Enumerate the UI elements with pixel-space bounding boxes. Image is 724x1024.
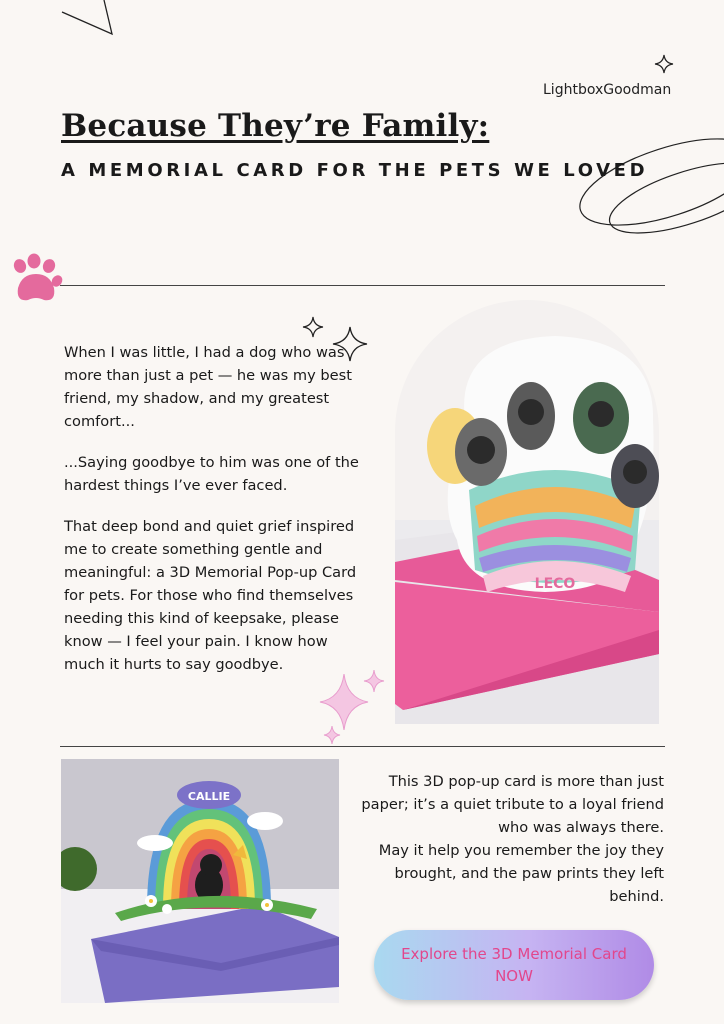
story-paragraph-1: When I was little, I had a dog who was more than just a pet — he was my best friend, my shadow, and my greatest comfort...	[64, 344, 352, 430]
page-title: Because They’re Family:	[61, 108, 490, 144]
sparkle-small-icon	[302, 316, 324, 338]
explore-card-button-label: Explore the 3D Memorial Card NOW	[401, 945, 627, 985]
sparkle-cluster-icon	[312, 668, 392, 748]
tribute-paragraph-2: May it help you remember the joy they brought, and the paw prints they left behind.	[378, 842, 664, 905]
orbit-lines-decoration	[576, 128, 724, 240]
triangle-outline-icon	[58, 0, 120, 38]
sparkle-icon	[654, 54, 674, 74]
paw-card-photo	[395, 300, 659, 724]
rainbow-card-name: CALLIE	[187, 790, 231, 803]
paw-print-icon	[8, 252, 66, 306]
paw-card-name: LECO	[534, 576, 576, 592]
section-divider-top	[60, 285, 665, 286]
story-text	[64, 341, 364, 676]
brand-name: LightboxGoodman	[543, 82, 672, 98]
rainbow-card-illustration	[61, 759, 339, 1003]
paw-card-illustration	[395, 300, 659, 724]
story-paragraph-3: That deep bond and quiet grief inspired me to create something gentle and meaningful: a 3D Memorial Pop-up Card for pets. For those who find themselves needing this kind of keepsake, please know — I feel your pain. I know how much it hurts to say goodbye.	[64, 518, 357, 673]
page-subtitle: A MEMORIAL CARD FOR THE PETS WE LOVED	[61, 160, 649, 181]
tribute-text	[360, 770, 664, 908]
tribute-paragraph-1: This 3D pop-up card is more than just paper; it’s a quiet tribute to a loyal friend who was always there.	[361, 773, 664, 836]
rainbow-card-photo	[61, 759, 339, 1003]
story-paragraph-2: ...Saying goodbye to him was one of the hardest things I’ve ever faced.	[64, 454, 359, 494]
explore-card-button[interactable]	[374, 930, 654, 1000]
section-divider-bottom	[60, 746, 665, 747]
